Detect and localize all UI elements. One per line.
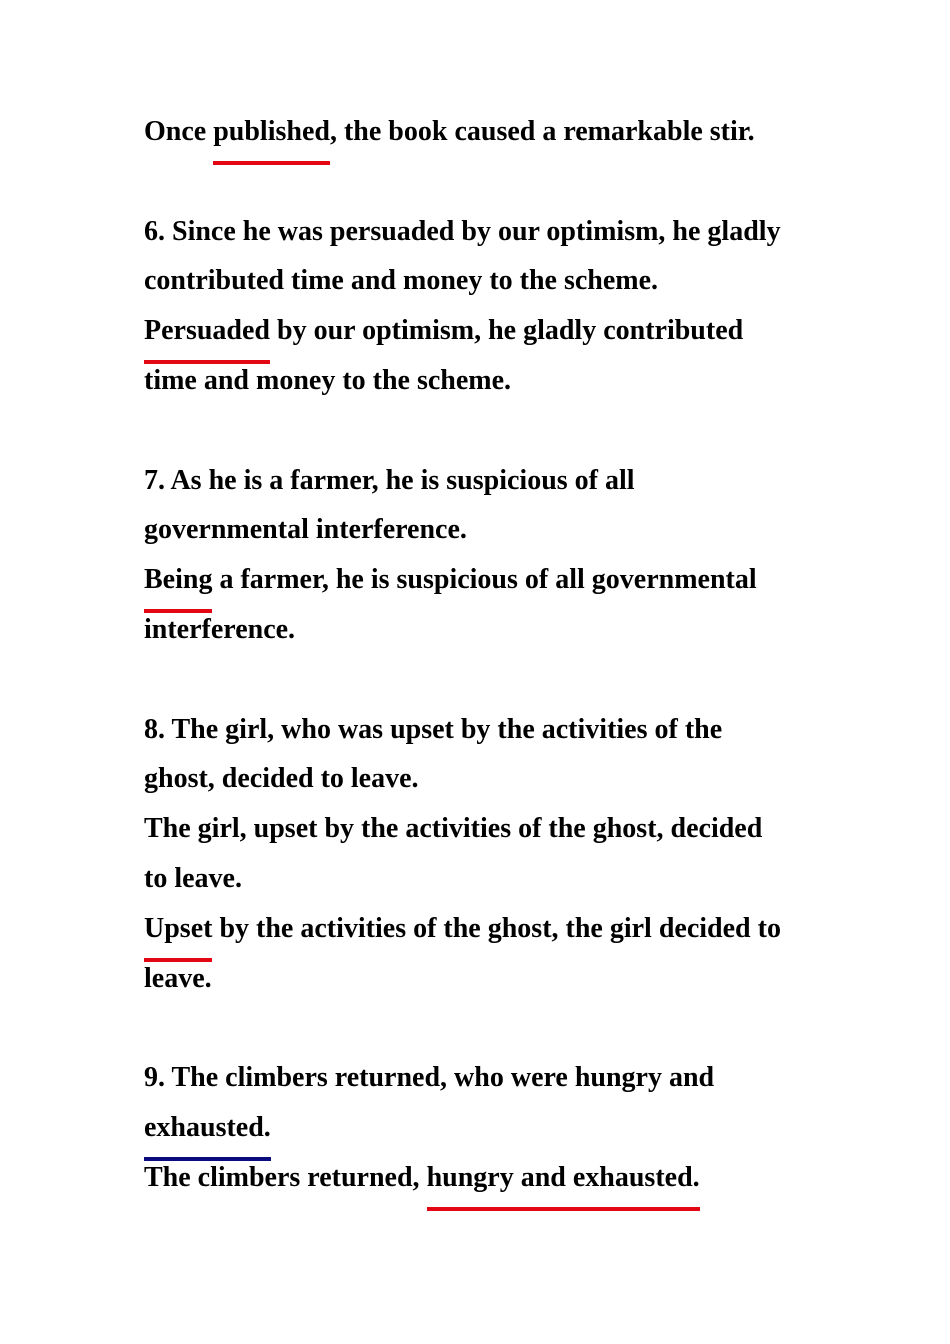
question-8-rewrite-a-line-1: The girl, upset by the activities of the ghost, decided — [144, 813, 763, 845]
paragraph-gap — [144, 1003, 814, 1053]
underlined-word: exhausted. — [144, 1103, 271, 1153]
question-9-line-1: 9. The climbers returned, who were hungry and — [144, 1062, 715, 1094]
question-8-rewrite-a-line-2: to leave. — [144, 862, 242, 894]
text-segment: by our optimism, he gladly contributed — [270, 315, 744, 347]
paragraph-gap — [144, 655, 814, 705]
underlined-word: Persuaded — [144, 306, 270, 356]
question-6-rewrite-line-2: time and money to the scheme. — [144, 364, 512, 396]
underlined-phrase: hungry and exhausted. — [427, 1153, 700, 1203]
question-8-rewrite-b-line-1 — [144, 904, 814, 954]
question-9-line-2 — [144, 1103, 814, 1153]
question-7-rewrite-line-2: interference. — [144, 613, 296, 645]
question-8-line-1: 8. The girl, who was upset by the activities of the — [144, 713, 723, 745]
underlined-word: published — [213, 107, 330, 157]
underlined-word: Upset — [144, 904, 212, 954]
question-6-line-2: contributed time and money to the scheme. — [144, 265, 659, 297]
question-6-line-1: 6. Since he was persuaded by our optimism, he gladly — [144, 215, 781, 247]
text-segment: Once — [144, 116, 214, 147]
underlined-word: Being — [144, 555, 212, 605]
question-8-line-2: ghost, decided to leave. — [144, 763, 419, 795]
sentence-5-rewrite — [144, 107, 814, 157]
question-7-rewrite-line-1 — [144, 555, 814, 605]
question-8-rewrite-b-line-2: leave. — [144, 962, 212, 994]
paragraph-gap — [144, 406, 814, 456]
text-segment: by the activities of the ghost, the girl decided to — [212, 912, 781, 944]
text-segment: , the book caused a remarkable stir. — [329, 116, 755, 147]
document-page — [144, 107, 814, 1203]
text-segment: The climbers returned, — [144, 1161, 427, 1193]
question-7-line-1: 7. As he is a farmer, he is suspicious of all — [144, 464, 635, 496]
question-7-line-2: governmental interference. — [144, 514, 467, 546]
question-6-rewrite-line-1 — [144, 306, 814, 356]
text-segment: a farmer, he is suspicious of all governmental — [212, 564, 757, 596]
